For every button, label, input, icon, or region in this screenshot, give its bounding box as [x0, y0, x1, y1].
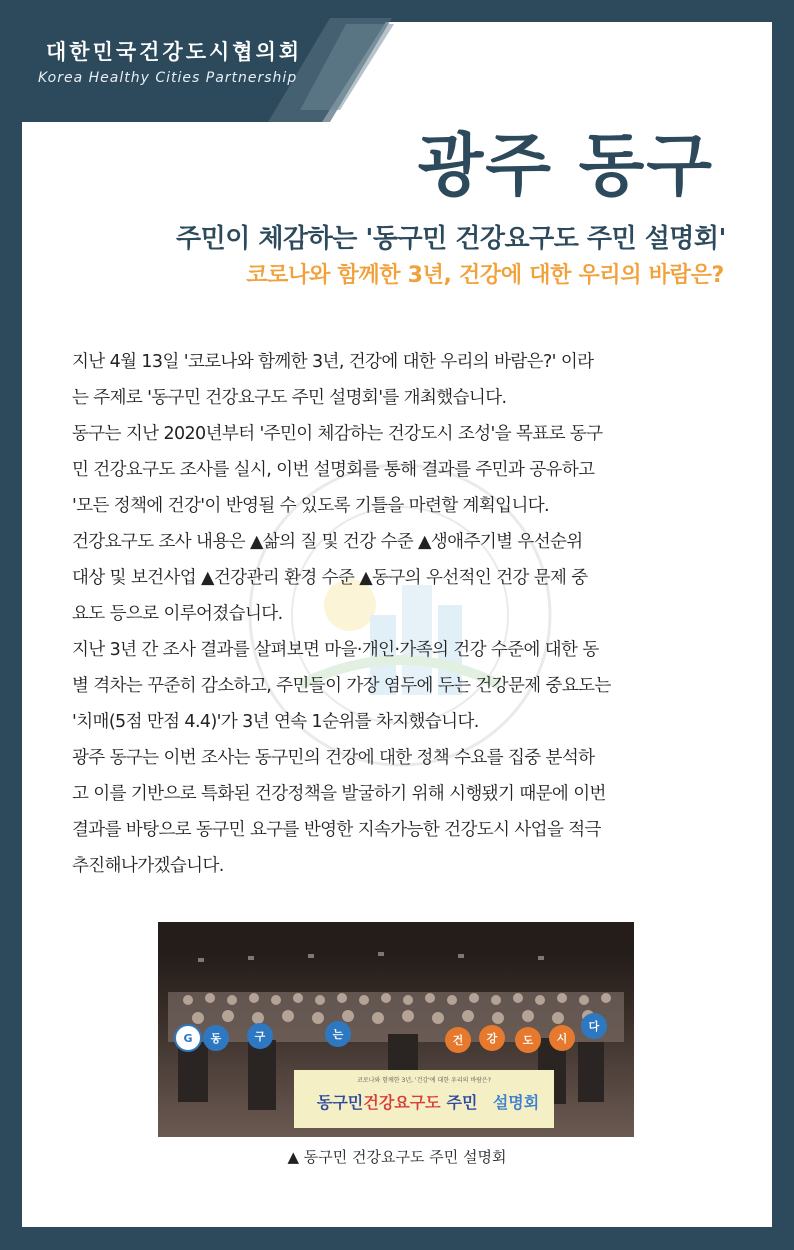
body-line: 민 건강요구도 조사를 실시, 이번 설명회를 통해 결과를 주민과 공유하고 [72, 460, 595, 480]
body-line: 건강요구도 조사 내용은 ▲삶의 질 및 건강 수준 ▲생애주기별 우선순위 [72, 532, 583, 552]
body-line: 결과를 바탕으로 동구민 요구를 반영한 지속가능한 건강도시 사업을 적극 [72, 820, 601, 840]
body-line: 광주 동구는 이번 조사는 동구민의 건강에 대한 정책 수요를 집중 분석하 [72, 748, 595, 768]
body-line: '모든 정책에 건강'이 반영될 수 있도록 기틀을 마련할 계획입니다. [72, 496, 550, 516]
event-photo-illustration [158, 922, 634, 1137]
body-line: 지난 3년 간 조사 결과를 살펴보면 마을·개인·가족의 건강 수준에 대한 동 [72, 640, 599, 660]
photo-caption: ▲ 동구민 건강요구도 주민 설명회 [287, 1148, 507, 1166]
sign-letter: 도 [522, 1034, 534, 1047]
org-name-english: Korea Healthy Cities Partnership [38, 70, 298, 86]
photo-banner-word-4: 설명회 [492, 1093, 540, 1112]
photo-banner-word-1: 동구민 [316, 1093, 364, 1112]
body-line: 별 격차는 꾸준히 감소하고, 주민들이 가장 염두에 두는 건강문제 중요도는 [72, 676, 611, 696]
body-line: 요도 등으로 이루어졌습니다. [72, 604, 283, 624]
sign-letter: 시 [556, 1032, 568, 1045]
photo-banner-word-3: 주민 [446, 1093, 478, 1112]
photo-banner-top-text: 코로나와 함께한 3년, '건강'에 대한 우리의 바람은? [357, 1077, 491, 1084]
sign-letter: 건 [452, 1034, 464, 1047]
sign-letter: 는 [332, 1028, 344, 1041]
sign-letter: 다 [588, 1020, 600, 1033]
article-body [72, 344, 732, 884]
sign-letter: 구 [254, 1030, 266, 1043]
headline-subtitle: 코로나와 함께한 3년, 건강에 대한 우리의 바람은? [246, 263, 724, 288]
event-photo [158, 922, 634, 1137]
sign-letter: 강 [486, 1032, 498, 1045]
sign-letter: 동 [210, 1032, 222, 1045]
body-line: 대상 및 보건사업 ▲건강관리 환경 수준 ▲동구의 우선적인 건강 문제 중 [72, 568, 588, 588]
body-line: 고 이를 기반으로 특화된 건강정책을 발굴하기 위해 시행됐기 때문에 이번 [72, 784, 606, 804]
body-line: 추진해나가겠습니다. [72, 856, 224, 876]
svg-text:G: G [183, 1032, 193, 1045]
photo-banner-word-2: 건강요구도 [363, 1093, 441, 1112]
region-title: 광주 동구 [417, 127, 714, 206]
body-line: 는 주제로 '동구민 건강요구도 주민 설명회'를 개최했습니다. [72, 388, 507, 408]
org-name: 대한민국건강도시협의회 [46, 40, 303, 64]
headline-title: 주민이 체감하는 '동구민 건강요구도 주민 설명회' [176, 224, 726, 254]
body-line: 지난 4월 13일 '코로나와 함께한 3년, 건강에 대한 우리의 바람은?' 이라 [72, 352, 594, 372]
body-line: 동구는 지난 2020년부터 '주민이 체감하는 건강도시 조성'을 목표로 동구 [72, 424, 603, 444]
body-line: '치매(5점 만점 4.4)'가 3년 연속 1순위를 차지했습니다. [72, 712, 479, 732]
